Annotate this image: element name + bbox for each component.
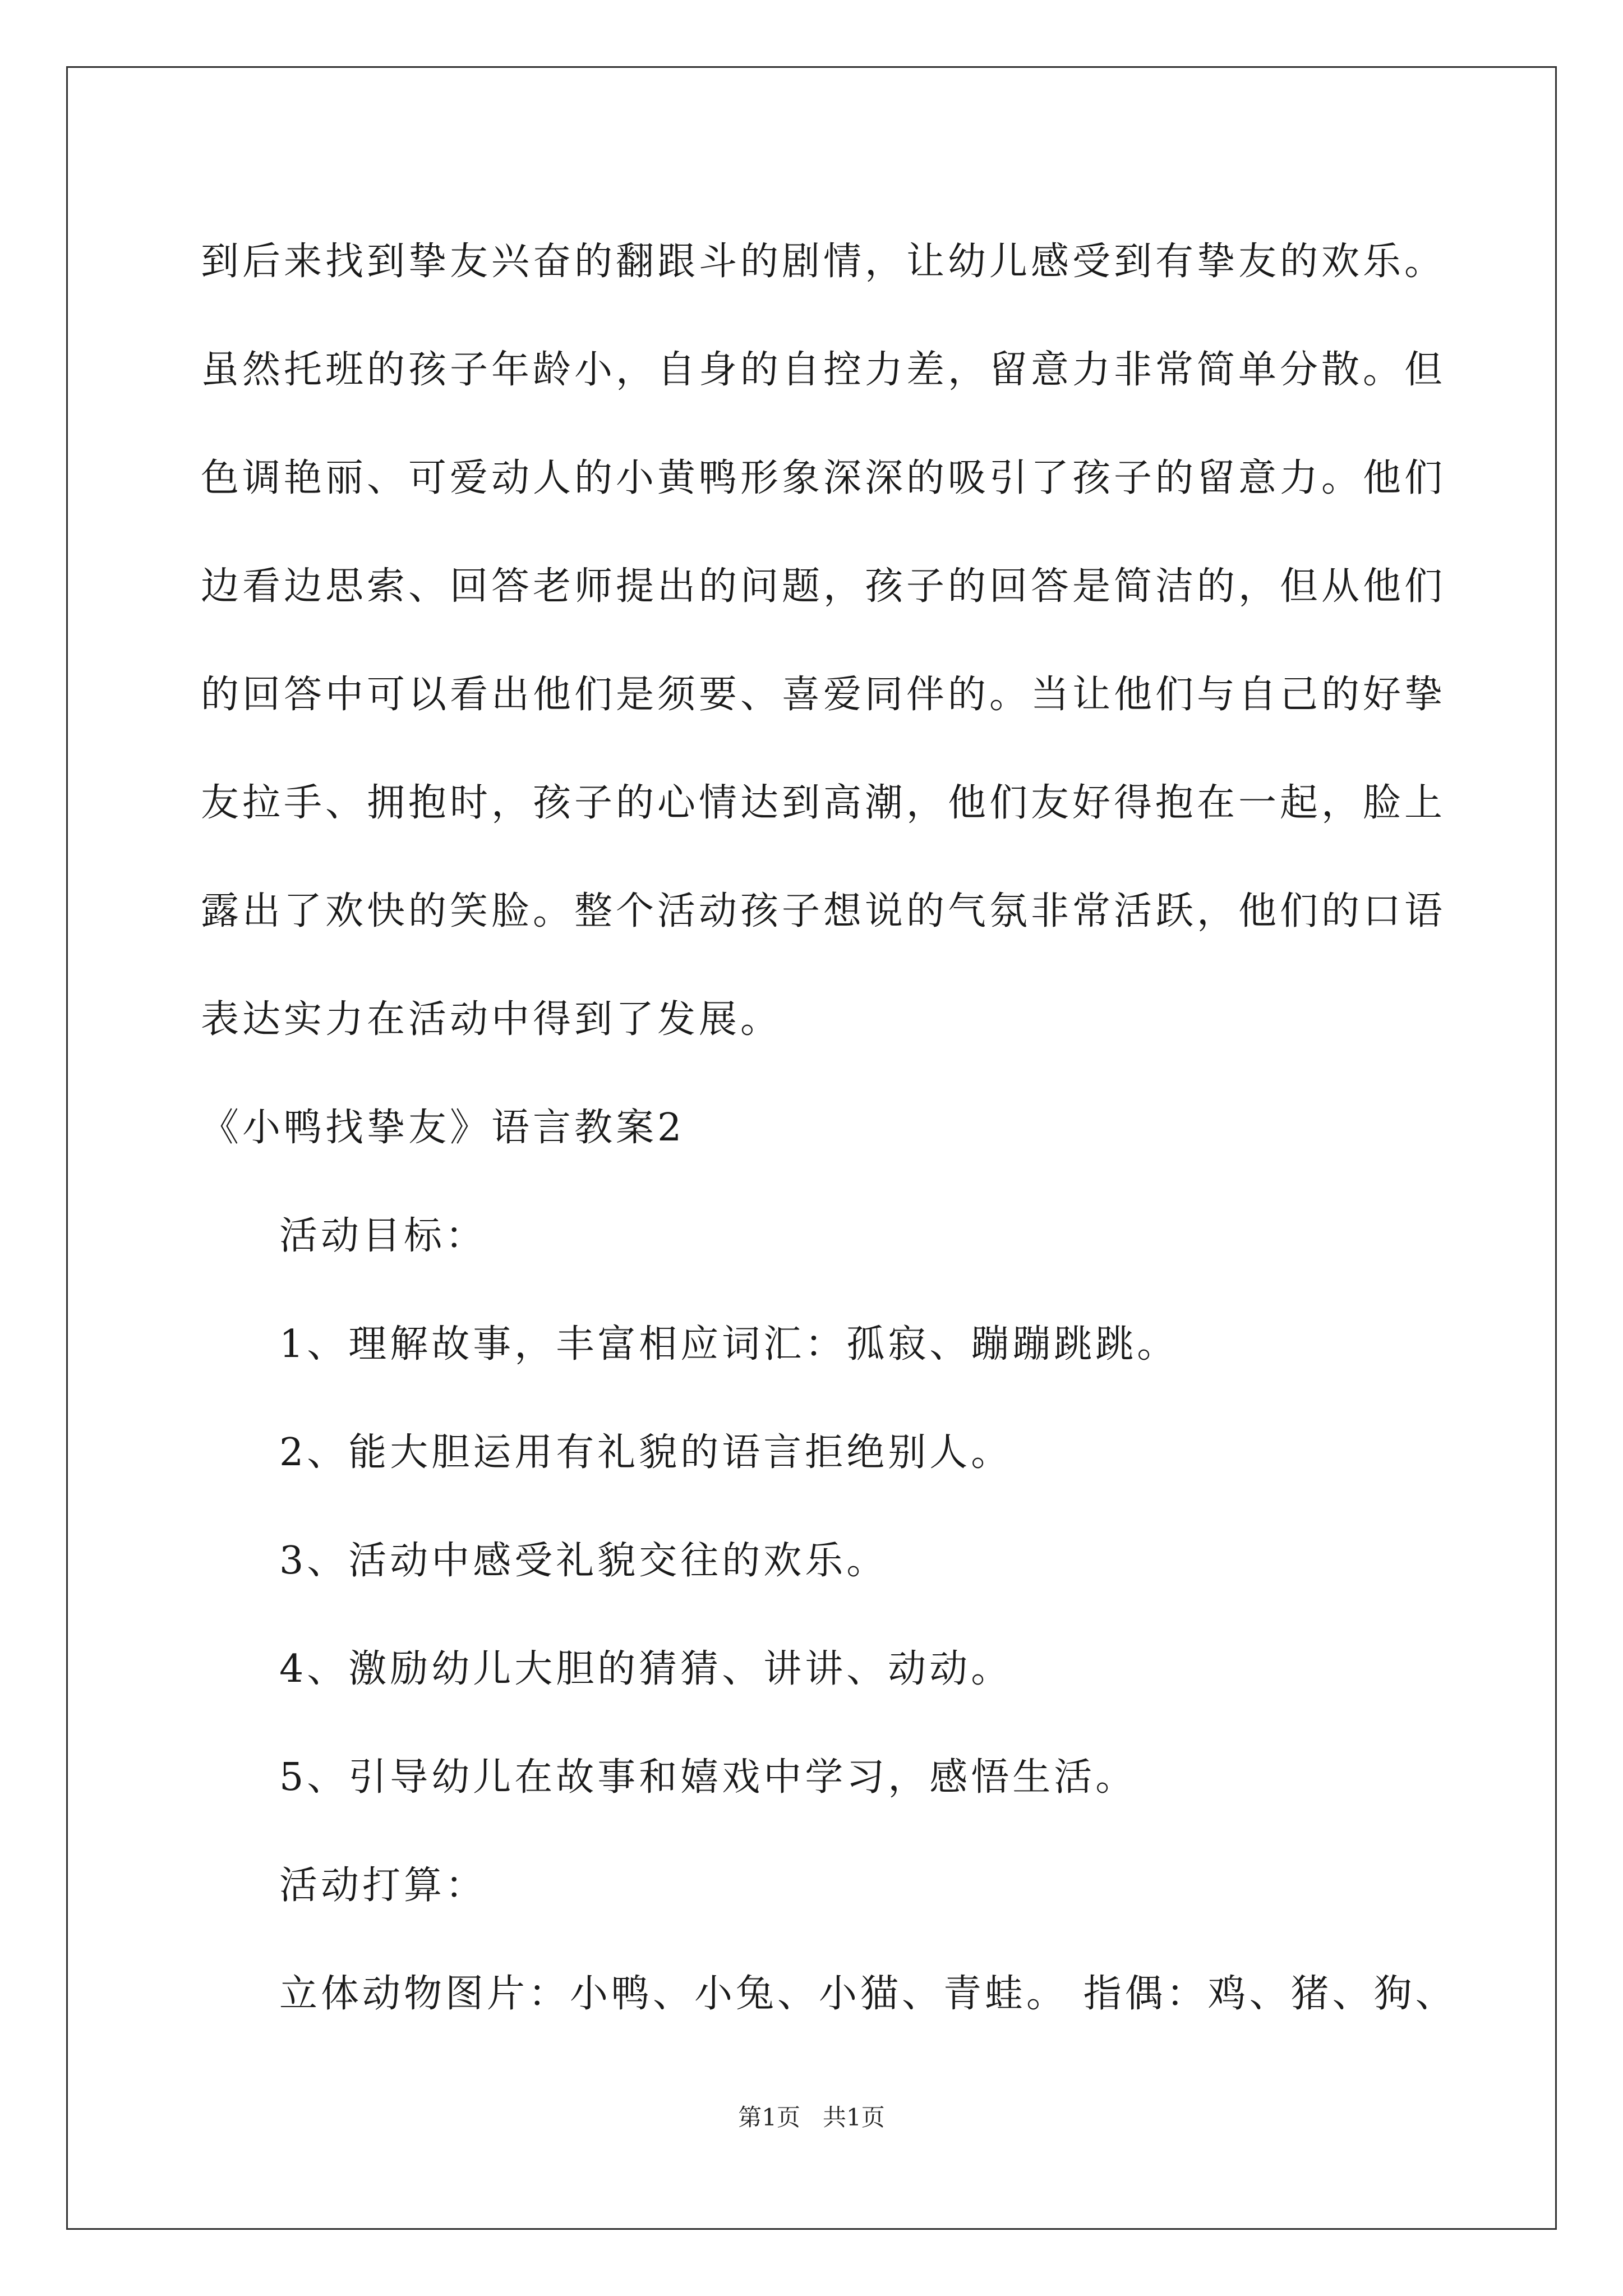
paragraph-line-6: 友拉手、拥抱时，孩子的心情达到高潮，他们友好得抱在一起，脸上	[201, 781, 1446, 825]
goal-item-4: 4、激励幼儿大胆的猜猜、讲讲、动动。	[279, 1647, 1013, 1691]
preparation-materials: 立体动物图片：小鸭、小兔、小猫、青蛙。 指偶：鸡、猪、狗、	[279, 1972, 1457, 2016]
document-body	[201, 208, 1457, 2048]
paragraph-line-7: 露出了欢快的笑脸。整个活动孩子想说的气氛非常活跃，他们的口语	[201, 889, 1446, 933]
heading-activity-goals: 活动目标：	[279, 1214, 487, 1258]
goal-item-3: 3、活动中感受礼貌交往的欢乐。	[279, 1539, 888, 1583]
paragraph-line-3: 色调艳丽、可爱动人的小黄鸭形象深深的吸引了孩子的留意力。他们	[201, 456, 1446, 500]
heading-activity-preparation: 活动打算：	[279, 1864, 487, 1908]
paragraph-line-1: 到后来找到挚友兴奋的翻跟斗的剧情，让幼儿感受到有挚友的欢乐。	[201, 240, 1446, 284]
goal-item-5: 5、引导幼儿在故事和嬉戏中学习，感悟生活。	[279, 1755, 1137, 1800]
section-title: 《小鸭找挚友》语言教案2	[201, 1106, 685, 1150]
goal-item-2: 2、能大胆运用有礼貌的语言拒绝别人。	[279, 1430, 1013, 1475]
page-footer: 第1页 共1页	[738, 2104, 885, 2131]
paragraph-line-2: 虽然托班的孩子年龄小，自身的自控力差，留意力非常简单分散。但	[201, 348, 1446, 392]
paragraph-line-5: 的回答中可以看出他们是须要、喜爱同伴的。当让他们与自己的好挚	[201, 673, 1446, 717]
paragraph-line-8: 表达实力在活动中得到了发展。	[201, 997, 782, 1042]
goal-item-1: 1、理解故事，丰富相应词汇：孤寂、蹦蹦跳跳。	[279, 1322, 1179, 1366]
paragraph-line-4: 边看边思索、回答老师提出的问题，孩子的回答是简洁的，但从他们	[201, 564, 1446, 609]
